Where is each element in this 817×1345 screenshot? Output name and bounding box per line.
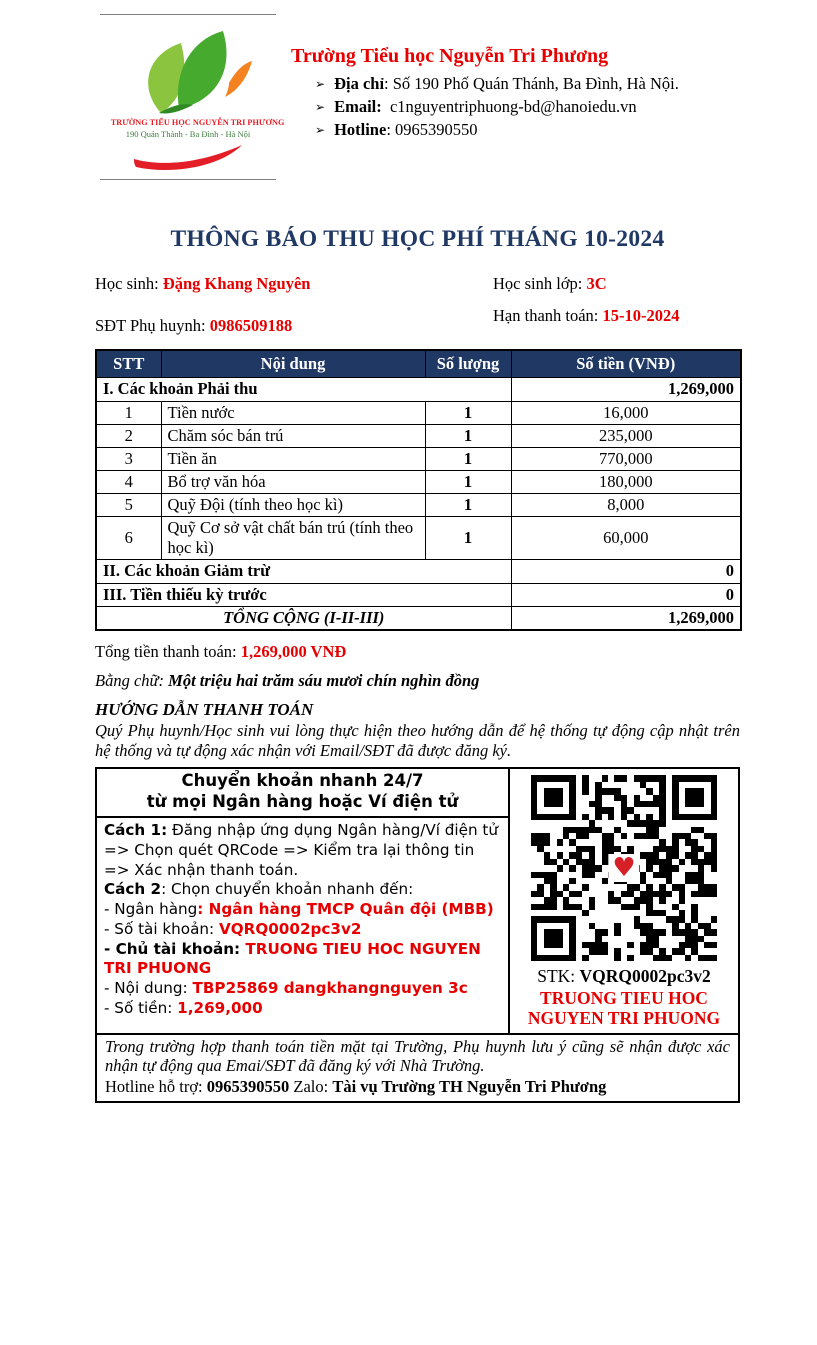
school-address-line [315, 73, 740, 95]
item-amount: 770,000 [511, 447, 741, 470]
hotline-label: Hotline [334, 119, 387, 139]
item-stt: 6 [96, 517, 161, 560]
support-hotline-value: 0965390550 [206, 1077, 290, 1097]
phone-value: 0986509188 [209, 315, 293, 335]
account-value: VQRQ0002pc3v2 [218, 919, 362, 938]
payment-guide-text: Quý Phụ huynh/Học sinh vui lòng thực hiện theo hướng dẫn để hệ thống tự động cập nhật trên hệ thống và tự động xác nhận với Email/SĐT đã được đăng ký. [95, 721, 740, 760]
item-stt: 3 [96, 447, 161, 470]
qr-holder-line1: TRUONG TIEU HOC [540, 988, 708, 1009]
payment-box [95, 767, 740, 1103]
email-label: Email: [334, 96, 382, 116]
page-title: THÔNG BÁO THU HỌC PHÍ THÁNG 10-2024 [170, 226, 665, 252]
bank-label: - Ngân hàng [104, 900, 198, 919]
method2-text: : Chọn chuyển khoản nhanh đến: [161, 880, 414, 899]
item-amount: 16,000 [511, 401, 741, 424]
memo-label: - Nội dung: [104, 979, 193, 998]
memo-value: TBP25869 dangkhangnguyen 3c [192, 979, 468, 998]
item-name: Tiền nước [161, 401, 425, 424]
item-amount: 60,000 [511, 517, 741, 560]
amount-in-words-line [95, 671, 740, 691]
school-info [291, 14, 740, 140]
parent-phone-line [95, 295, 493, 337]
fee-table-row-item [96, 470, 741, 493]
logo-leaves-icon [104, 25, 272, 117]
qr-holder-name [514, 989, 734, 1028]
section-label: I. Các khoản Phải thu [96, 378, 511, 401]
fee-table-row-total [96, 606, 741, 630]
item-amount: 8,000 [511, 494, 741, 517]
email-value: c1nguyentriphuong-bd@hanoiedu.vn [381, 96, 637, 116]
fee-table [95, 349, 742, 631]
school-email-line [315, 96, 740, 118]
item-name: Bổ trợ văn hóa [161, 470, 425, 493]
item-amount: 235,000 [511, 424, 741, 447]
item-stt: 4 [96, 470, 161, 493]
payment-note [97, 1033, 738, 1101]
student-label: Học sinh: [95, 274, 163, 293]
stk-label: STK: [537, 966, 580, 987]
method1-text: Đăng nhập ứng dụng Ngân hàng/Ví điện tử => Chọn quét QRCode => Kiểm tra lại thông tin => Xác nhận thanh toán. [104, 821, 503, 879]
item-qty: 1 [425, 424, 511, 447]
payment-instructions [97, 769, 510, 1032]
arrow-bullet-icon: ➢ [315, 99, 326, 114]
bank-value: : Ngân hàng TMCP Quân đội (MBB) [197, 900, 494, 919]
student-class-line [493, 265, 740, 295]
student-name-line [95, 265, 493, 295]
item-name: Chăm sóc bán trú [161, 424, 425, 447]
item-qty: 1 [425, 401, 511, 424]
total-payment-line [95, 642, 740, 663]
holder-label: - Chủ tài khoản: [104, 939, 246, 958]
total-label: TỔNG CỘNG (I-II-III) [96, 606, 511, 630]
class-name: 3C [586, 274, 607, 293]
fee-table-row-item [96, 424, 741, 447]
arrow-bullet-icon: ➢ [315, 77, 326, 91]
item-stt: 5 [96, 494, 161, 517]
address-value: : Số 190 Phố Quán Thánh, Ba Đình, Hà Nội. [384, 74, 679, 93]
student-name: Đặng Khang Nguyên [162, 274, 311, 293]
logo-school-address: 190 Quán Thánh - Ba Đình - Hà Nội [125, 129, 251, 140]
fee-table-row-item [96, 494, 741, 517]
amount-value: 1,269,000 [177, 998, 263, 1017]
due-date: 15-10-2024 [602, 305, 680, 325]
item-qty: 1 [425, 494, 511, 517]
due-label: Hạn thanh toán: [493, 305, 603, 325]
item-qty: 1 [425, 517, 511, 560]
section-amount: 0 [511, 560, 741, 583]
phone-label: SĐT Phụ huynh: [95, 315, 210, 335]
item-qty: 1 [425, 470, 511, 493]
total-amount: 1,269,000 [511, 606, 741, 630]
payment-box-title [97, 769, 508, 818]
student-info [95, 265, 740, 336]
fee-table-header [96, 350, 741, 378]
fee-table-row-section [96, 378, 741, 401]
school-contact-list [291, 73, 740, 140]
item-name: Quỹ Đội (tính theo học kì) [161, 494, 425, 517]
total-label: Tổng tiền thanh toán: [95, 641, 241, 661]
support-hotline-line [105, 1077, 730, 1097]
due-date-line [493, 295, 740, 337]
words-value: Một triệu hai trăm sáu mươi chín nghìn đồng [168, 671, 480, 691]
zalo-label: Zalo: [289, 1077, 333, 1097]
arrow-bullet-icon: ➢ [315, 122, 326, 137]
total-value: 1,269,000 VNĐ [240, 641, 347, 661]
payment-title-line1: Chuyển khoản nhanh 24/7 [181, 771, 424, 791]
method2-label: Cách 2 [104, 880, 162, 899]
fee-table-row-item [96, 447, 741, 470]
section-amount: 1,269,000 [511, 378, 741, 401]
fee-table-row-section [96, 560, 741, 583]
section-amount: 0 [511, 583, 741, 606]
qr-heart-icon: ♥ [608, 854, 639, 882]
support-hotline-label: Hotline hỗ trợ: [105, 1077, 207, 1097]
fee-table-col-header: Nội dung [161, 350, 425, 378]
fee-table-col-header: STT [96, 350, 161, 378]
stk-value: VQRQ0002pc3v2 [579, 966, 711, 987]
item-name: Quỹ Cơ sở vật chất bán trú (tính theo học kì) [161, 517, 425, 560]
section-label: II. Các khoản Giảm trừ [96, 560, 511, 583]
qr-panel [510, 769, 738, 1032]
logo-swoosh-icon [104, 141, 272, 171]
qr-holder-line2: NGUYEN TRI PHUONG [527, 1007, 721, 1028]
section-label: III. Tiền thiếu kỳ trước [96, 583, 511, 606]
item-amount: 180,000 [511, 470, 741, 493]
item-stt: 2 [96, 424, 161, 447]
fee-table-row-section [96, 583, 741, 606]
fee-table-row-item [96, 401, 741, 424]
account-label: - Số tài khoản: [104, 919, 219, 938]
item-name: Tiền ăn [161, 447, 425, 470]
school-logo [100, 14, 285, 180]
cash-payment-note: Trong trường hợp thanh toán tiền mặt tại Trường, Phụ huynh lưu ý cũng sẽ nhận được xác nhận tự động qua Emai/SĐT đã đăng ký với Nhà Trường. [105, 1036, 730, 1076]
fee-table-col-header: Số lượng [425, 350, 511, 378]
school-name: Trường Tiểu học Nguyễn Tri Phương [291, 45, 609, 67]
hotline-value: : 0965390550 [386, 119, 478, 139]
payment-methods [97, 818, 508, 1024]
logo-school-name: TRƯỜNG TIỂU HỌC NGUYỄN TRI PHƯƠNG [110, 117, 285, 127]
school-hotline-line [315, 119, 740, 141]
class-label: Học sinh lớp: [493, 274, 587, 293]
fee-table-col-header: Số tiền (VNĐ) [511, 350, 741, 378]
amount-label: - Số tiền: [104, 998, 178, 1017]
zalo-value: Tài vụ Trường TH Nguyễn Tri Phương [332, 1077, 607, 1097]
words-label: Bằng chữ: [95, 671, 169, 691]
payment-title-line2: từ mọi Ngân hàng hoặc Ví điện tử [146, 792, 459, 812]
item-qty: 1 [425, 447, 511, 470]
payment-guide-title: HƯỚNG DẪN THANH TOÁN [95, 700, 314, 720]
item-stt: 1 [96, 401, 161, 424]
holder-value: TRUONG TIEU HOC NGUYEN TRI PHUONG [104, 939, 481, 978]
qr-account-line [514, 966, 734, 987]
qr-code [531, 775, 717, 961]
header [95, 14, 740, 199]
address-label: Địa chỉ [334, 74, 385, 93]
method1-label: Cách 1: [104, 821, 168, 840]
fee-table-row-item [96, 517, 741, 560]
